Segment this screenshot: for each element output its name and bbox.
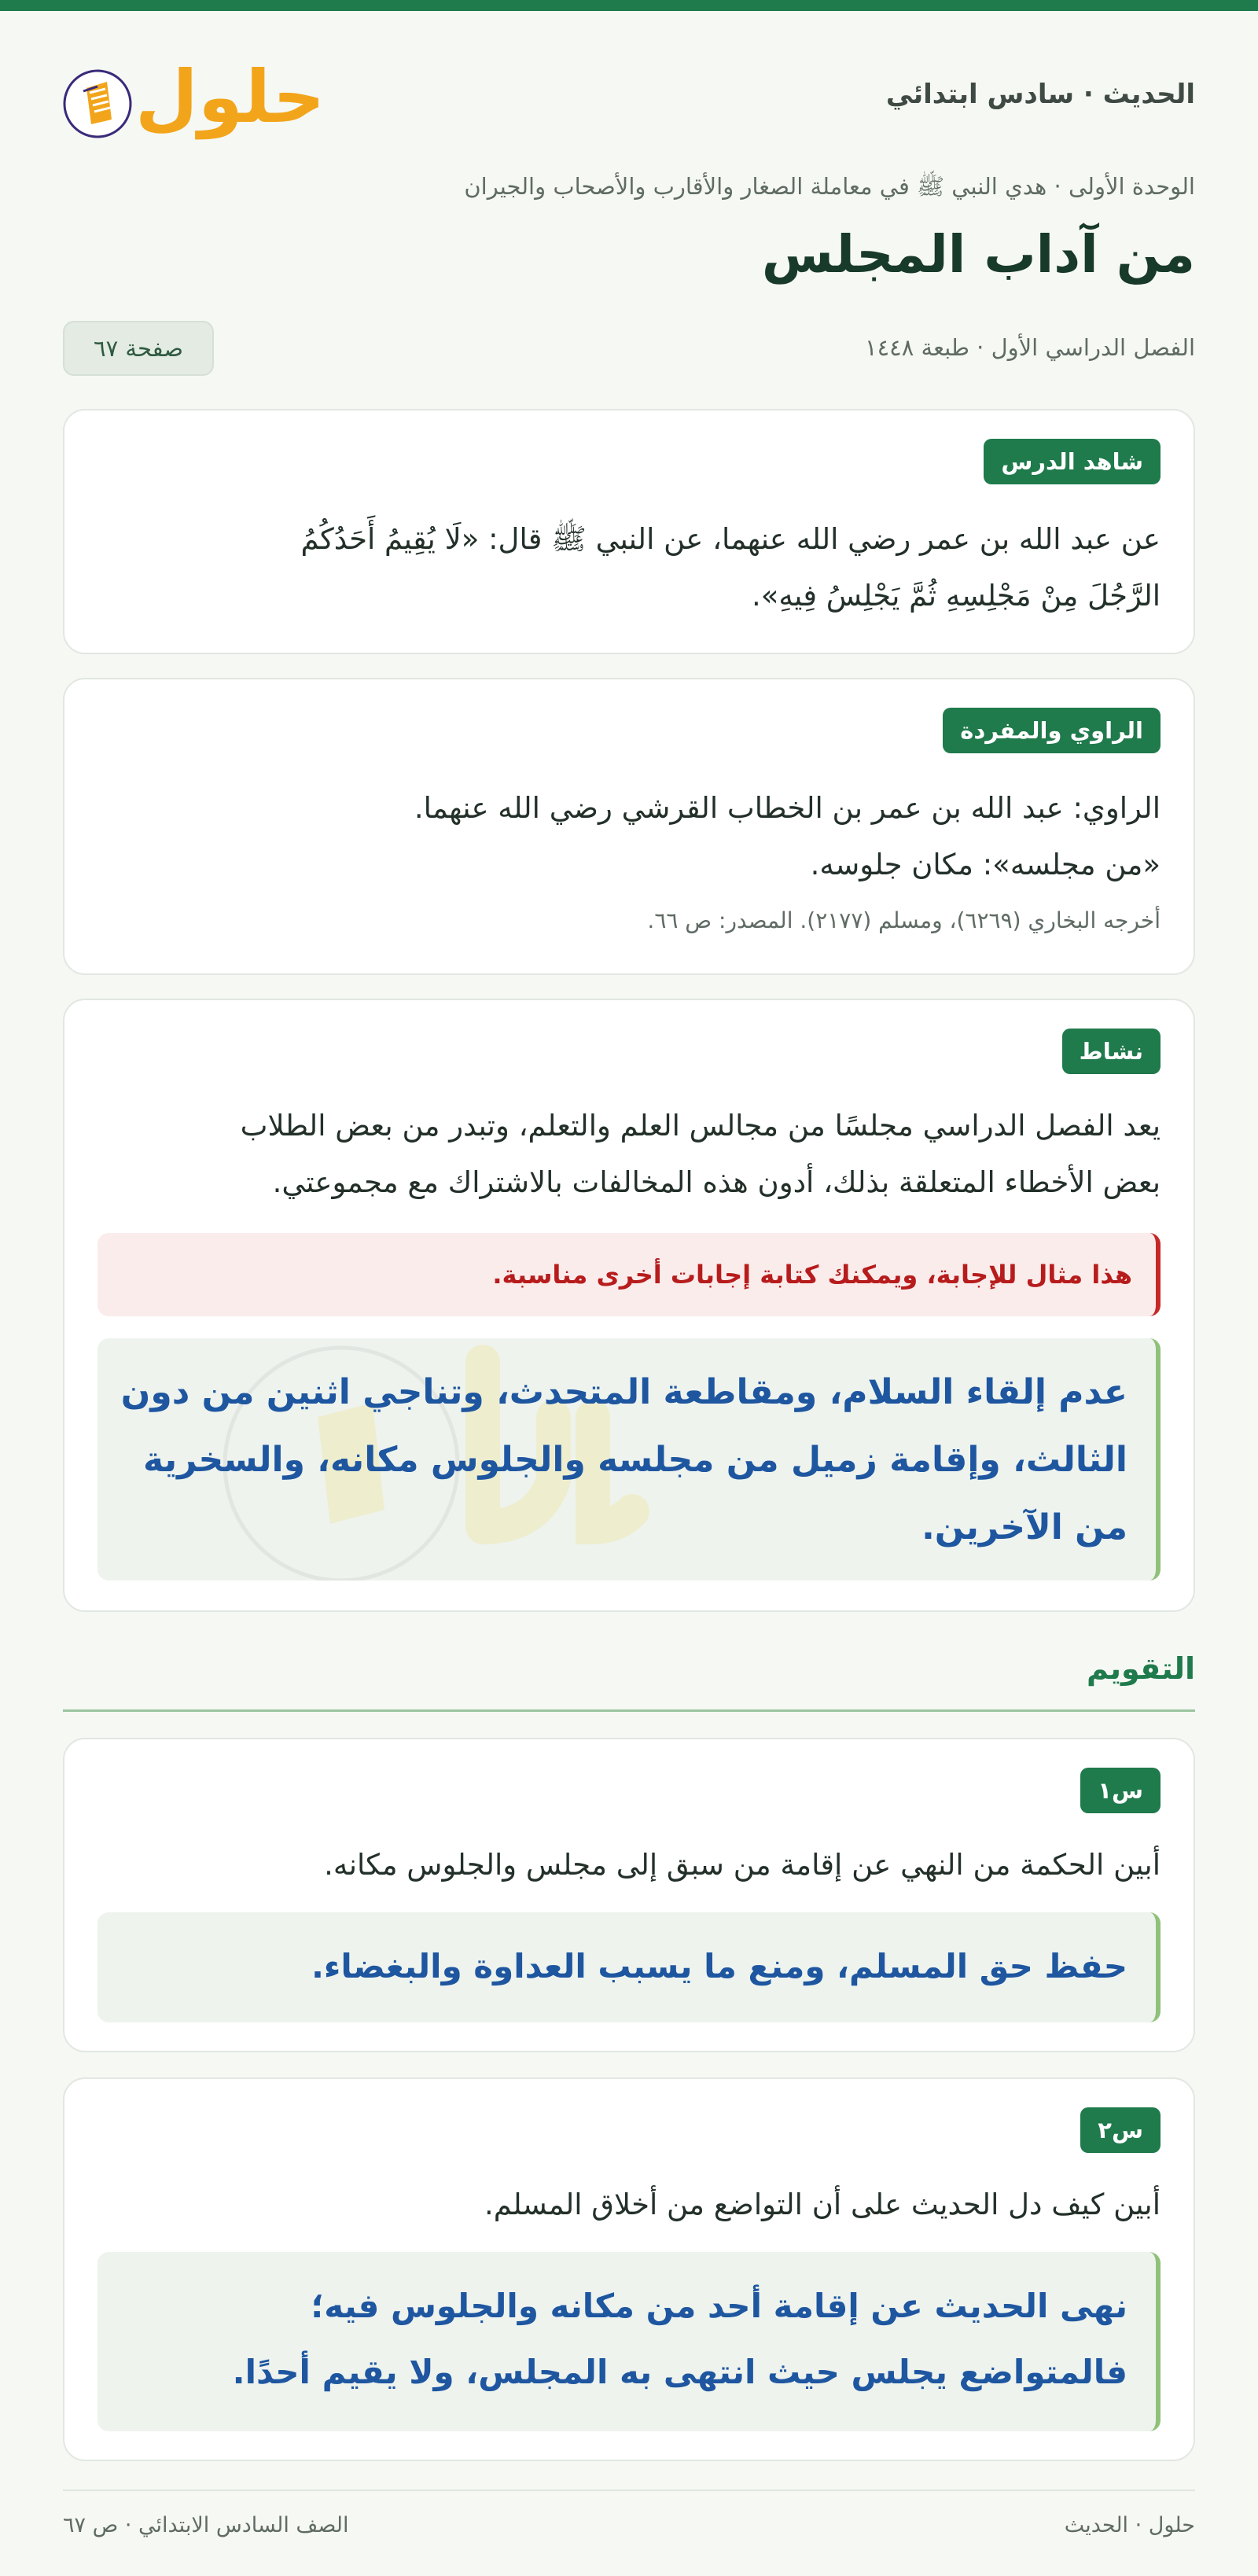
page-header: [63, 55, 1195, 149]
answer-line-1: حفظ حق المسلم، ومنع ما يسبب العداوة والبغضاء.: [311, 1947, 1127, 1985]
activity-card: [63, 999, 1195, 1612]
page-title: من آداب المجلس: [761, 224, 1195, 285]
term-label: الفصل الدراسي الأول · طبعة ١٤٤٨: [865, 334, 1195, 361]
hadith-line-1: عن عبد الله بن عمر رضي الله عنهما، عن النبي ﷺ قال: «لَا يُقِيمُ أَحَدُكُمُ: [300, 522, 1161, 556]
logo-wordmark: حلول: [135, 55, 326, 139]
question-answer: [97, 2252, 1161, 2431]
question-tag: س٢: [1080, 2107, 1161, 2153]
top-accent-bar: [0, 0, 1258, 11]
source-reference: أخرجه البخاري (٦٢٦٩)، ومسلم (٢١٧٧). المصدر: ص ٦٦.: [647, 907, 1161, 933]
activity-answer-line-3: من الآخرين.: [921, 1507, 1127, 1547]
answer-line-1: نهى الحديث عن إقامة أحد من مكانه والجلوس فيه؛: [311, 2287, 1127, 2325]
activity-line-2: بعض الأخطاء المتعلقة بذلك، أدون هذه المخالفات بالاشتراك مع مجموعتي.: [272, 1165, 1161, 1199]
question-text: أبين الحكمة من النهي عن إقامة من سبق إلى مجلس والجلوس مكانه.: [324, 1848, 1161, 1882]
question-tag: س١: [1080, 1768, 1161, 1813]
activity-tag: نشاط: [1062, 1029, 1161, 1074]
footer-page-info: الصف السادس الابتدائي · ص ٦٧: [63, 2513, 349, 2537]
question-text: أبين كيف دل الحديث على أن التواضع من أخلاق المسلم.: [484, 2188, 1161, 2221]
activity-answer-line-2: الثالث، وإقامة زميل من مجلسه والجلوس مكانه، والسخرية: [142, 1440, 1127, 1480]
evidence-card: [63, 409, 1195, 654]
question-answer: [97, 1912, 1161, 2022]
subject-label: الحديث · سادس ابتدائي: [885, 79, 1195, 110]
brand-logo[interactable]: [63, 55, 326, 142]
question-card-2: [63, 2077, 1195, 2461]
activity-answer: [97, 1338, 1161, 1581]
footer-divider: [63, 2490, 1195, 2491]
question-card-1: [63, 1738, 1195, 2052]
unit-breadcrumb: الوحدة الأولى · هدي النبي ﷺ في معاملة الصغار والأقارب والأصحاب والجيران: [464, 173, 1195, 200]
footer-brand: حلول · الحديث: [1064, 2513, 1195, 2537]
evidence-tag: شاهد الدرس: [984, 439, 1161, 484]
narrator-card: [63, 678, 1195, 975]
activity-line-1: يعد الفصل الدراسي مجلسًا من مجالس العلم والتعلم، وتبدر من بعض الطلاب: [240, 1109, 1161, 1143]
activity-answer-line-1: عدم إلقاء السلام، ومقاطعة المتحدث، وتناجي اثنين من دون: [120, 1372, 1127, 1412]
page-number-badge: صفحة ٦٧: [63, 321, 214, 376]
example-note: هذا مثال للإجابة، ويمكنك كتابة إجابات أخرى مناسبة.: [97, 1233, 1161, 1316]
hadith-line-2: الرَّجُلَ مِنْ مَجْلِسِهِ ثُمَّ يَجْلِسُ فِيهِ».: [751, 579, 1161, 613]
narrator-line: الراوي: عبد الله بن عمر بن الخطاب القرشي رضي الله عنهما.: [414, 791, 1161, 825]
narrator-tag: الراوي والمفردة: [943, 708, 1161, 753]
vocab-line: «من مجلسه»: مكان جلوسه.: [810, 848, 1161, 881]
evaluation-section-title: التقويم: [1086, 1651, 1195, 1686]
answer-line-2: فالمتواضع يجلس حيث انتهى به المجلس، ولا يقيم أحدًا.: [232, 2353, 1127, 2391]
section-divider: [63, 1709, 1195, 1712]
